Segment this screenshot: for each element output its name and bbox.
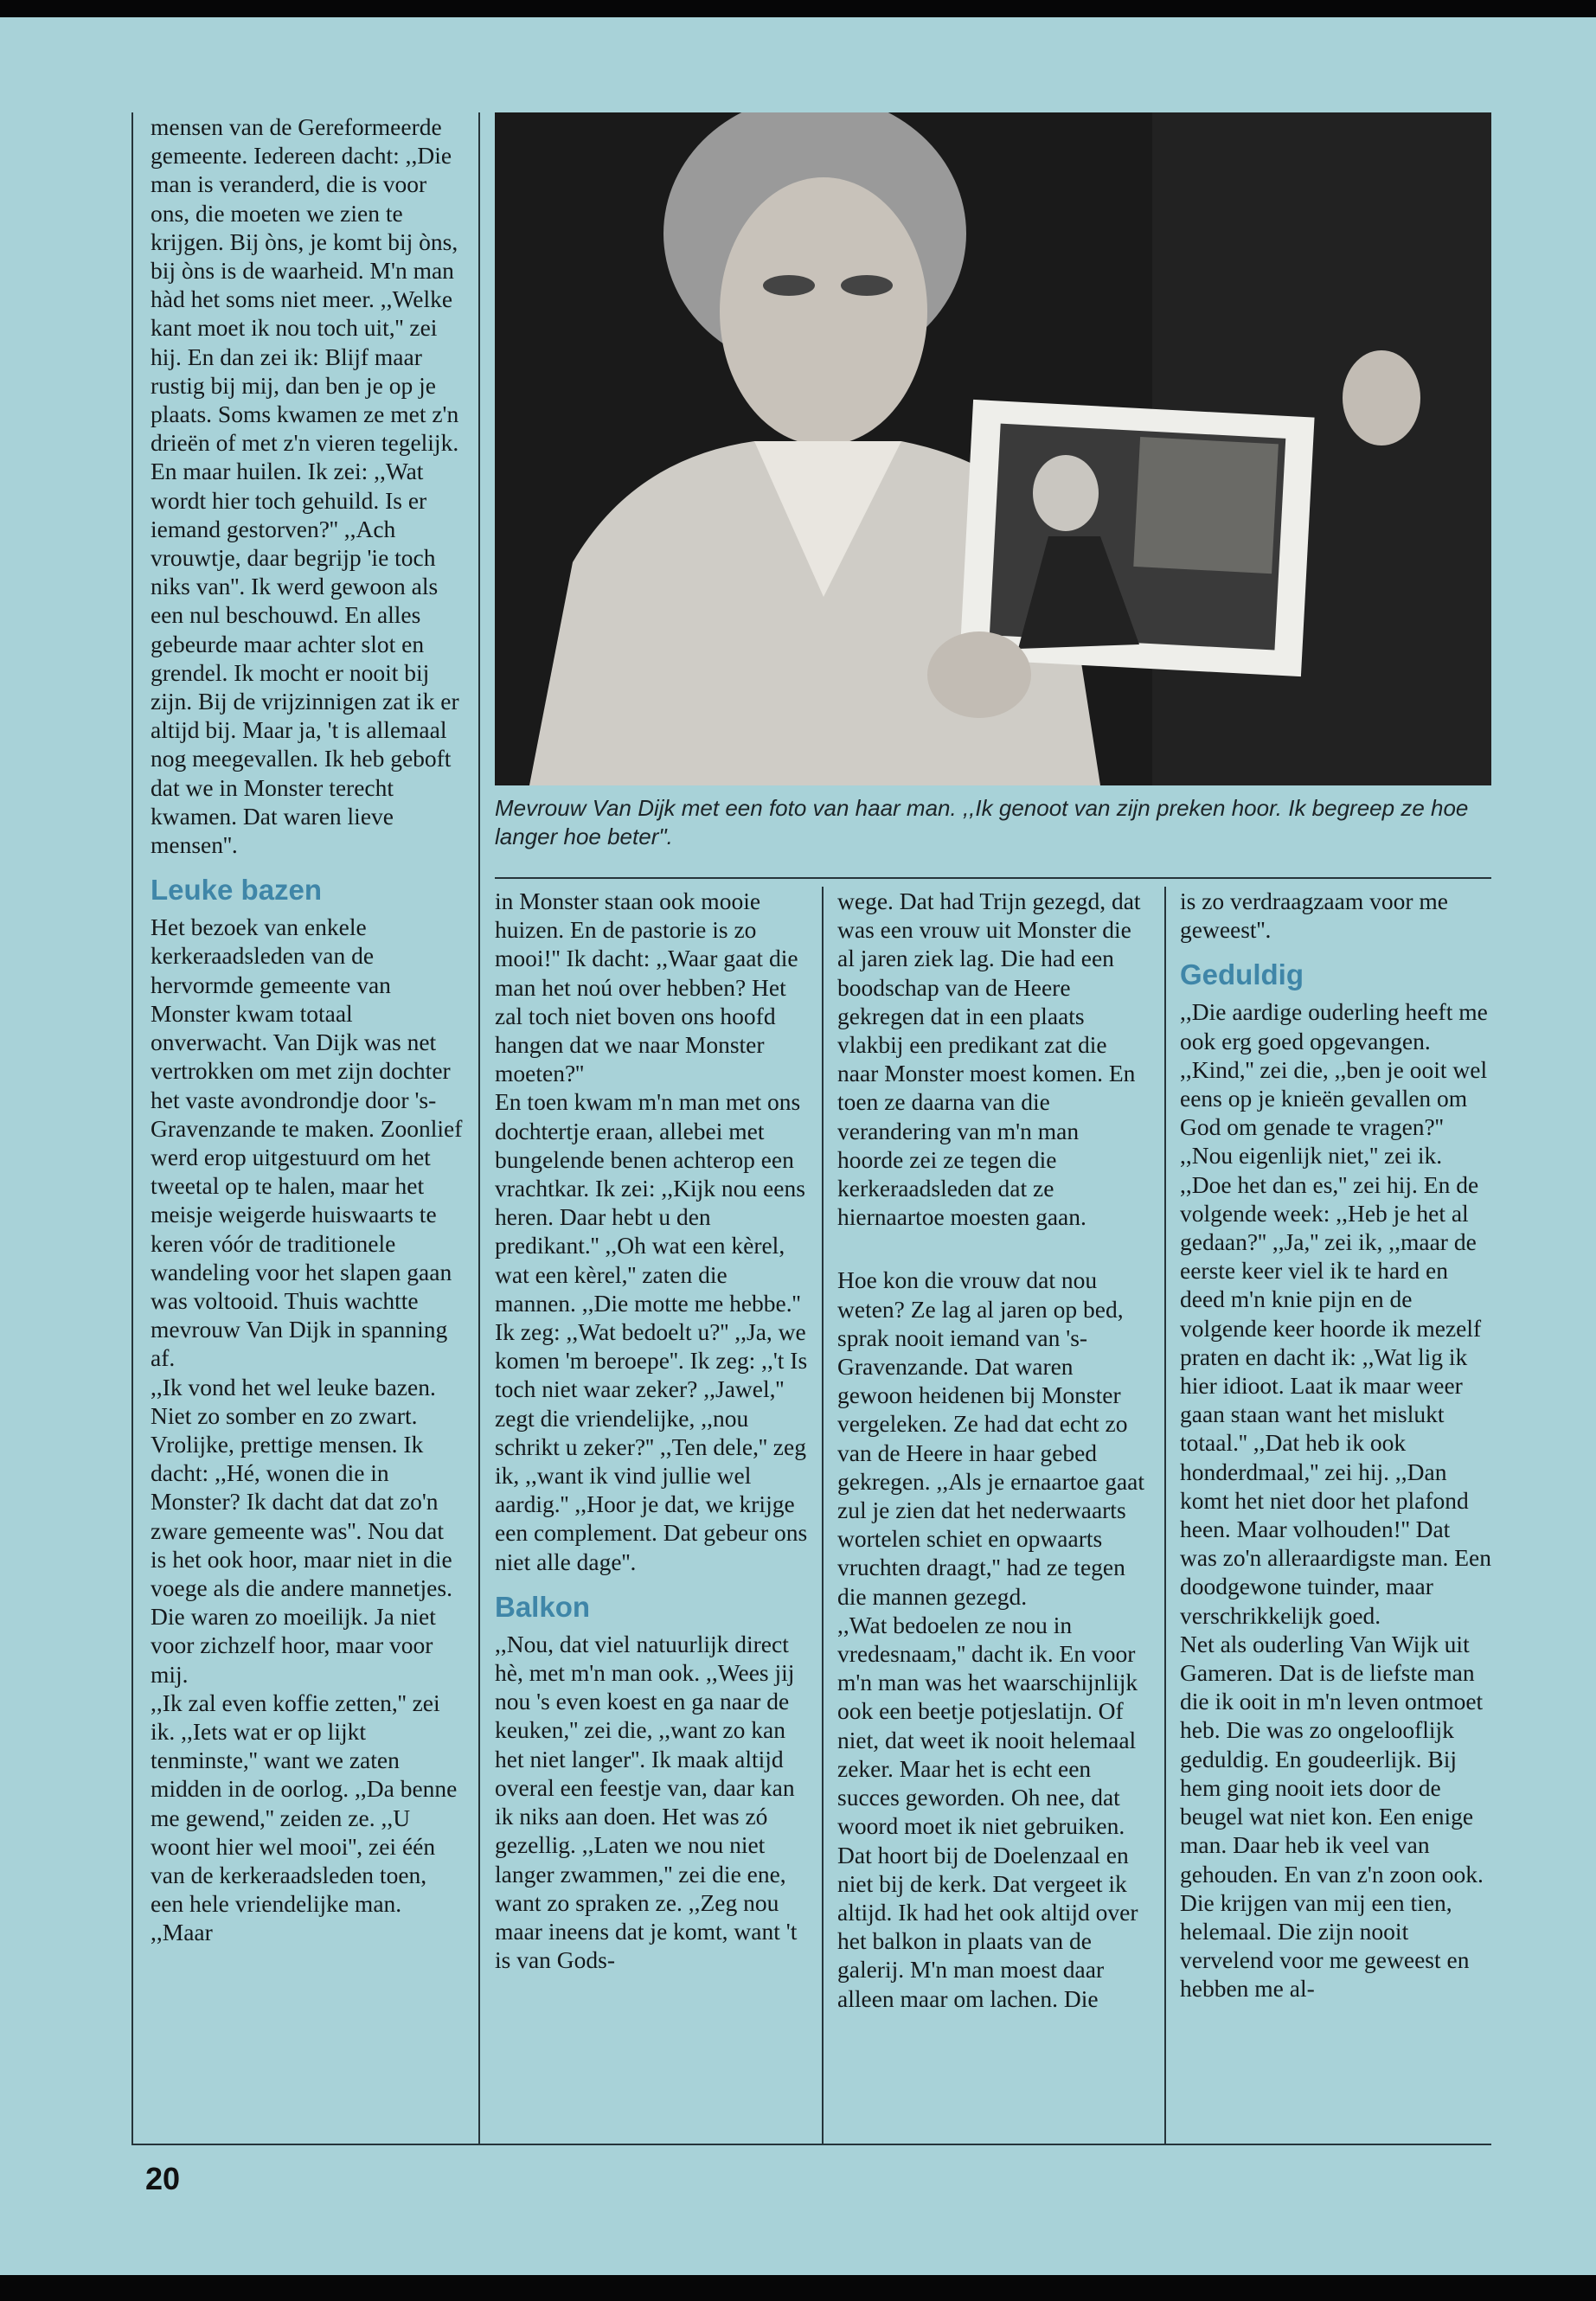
paragraph: En toen kwam m'n man met ons dochtertje eraan, allebei met bungelende benen achterop een vrachtkar. Ik zei: ,,Kijk nou eens heren. Daar hebt u den predikant.'' ,,Oh wat een kèrel, wat een kèrel,'' zaten die mannen. ,,Die motte me hebbe.'' Ik zeg: ,,Wat bedoelt u?'' ,,Ja, we komen 'm beroepe''. Ik zeg: ,,'t Is toch niet waar zeker? ,,Jawel,'' zegt die vriendelijke, ,,nou schrikt u zeker?'' ,,Ten dele,'' zeg ik, ,,want ik vind jullie wel aardig.'' ,,Hoor je dat, we krijge een complement. Dat gebeur ons niet alle dage''. bbox=[495, 1088, 808, 1575]
column-2 bbox=[495, 887, 808, 1974]
column-rule bbox=[822, 887, 824, 2145]
subheading-leuke-bazen: Leuke bazen bbox=[151, 874, 323, 907]
subheading-balkon: Balkon bbox=[495, 1590, 591, 1623]
paragraph: Net als ouderling Van Wijk uit Gameren. Dat is de liefste man die ik ooit in m'n leven ontmoet heb. Die was zo ongelooflijk geduldig. En goudeerlijk. Bij hem ging nooit iets door de beugel wat niet kon. Een enige man. Daar heb ik veel van gehouden. En van z'n zoon ook. Die krijgen van mij een tien, helemaal. Die zijn nooit vervelend voor me geweest en hebben me al- bbox=[1180, 1630, 1484, 2003]
caption-rule bbox=[495, 877, 1491, 879]
paragraph: ,,Wat bedoelen ze nou in vredesnaam,'' dacht ik. En voor m'n man was het waarschijnlijk ook een beetje potjeslatijn. Of niet, dat weet ik nooit helemaal zeker. Maar het is echt een succes geworden. Oh nee, dat woord moet ik niet gebruiken. Dat hoort bij de Doelenzaal en niet bij de kerk. Dat vergeet ik altijd. Ik had het ook altijd over het balkon in plaats van de galerij. M'n man moest daar alleen maar om lachen. Die bbox=[837, 1611, 1138, 2012]
paragraph: mensen van de Gereformeerde gemeente. Iedereen dacht: ,,Die man is veranderd, die is voor ons, die moeten we zien te krijgen. Bij òns, je komt bij òns, bij òns is de waarheid. M'n man hàd het soms niet meer. ,,Welke kant moet ik nou toch uit,'' zei hij. En dan zei ik: Blijf maar rustig bij mij, dan ben je op je plaats. Soms kwamen ze met z'n drieën of met z'n vieren tegelijk. En maar huilen. Ik zei: ,,Wat wordt hier toch gehuild. Is er iemand gestorven?'' ,,Ach vrouwtje, daar begrijp 'ie toch niks van''. Ik werd gewoon als een nul beschouwd. En alles gebeurde maar achter slot en grendel. Ik mocht er nooit bij zijn. Bij de vrijzinnigen zat ik er altijd bij. Maar ja, 't is allemaal nog meegevallen. Ik heb geboft dat we in Monster terecht kwamen. Dat waren lieve mensen''. bbox=[151, 113, 459, 859]
magazine-page bbox=[0, 17, 1596, 2275]
paragraph: in Monster staan ook mooie huizen. En de pastorie is zo mooi!'' Ik dacht: ,,Waar gaat die man het noú over hebben? Het zal toch niet boven ons hoofd hangen dat we naar Monster moeten?'' bbox=[495, 888, 798, 1087]
paragraph: Het bezoek van enkele kerkeraadsleden van de hervormde gemeente van Monster kwam totaal onverwacht. Van Dijk was net vertrokken om met zijn dochter het vaste avondrondje door 's-Gravenzande te maken. Zoonlief werd erop uitgestuurd om het tweetal op te halen, maar het meisje weigerde huiswaarts te keren vóór de traditionele wandeling voor het slapen gaan was voltooid. Thuis wachtte mevrouw Van Dijk in spanning af. bbox=[151, 913, 463, 1372]
paragraph: Hoe kon die vrouw dat nou weten? Ze lag al jaren op bed, sprak nooit iemand van 's-Gravenzande. Dat waren gewoon heidenen bij Monster vergeleken. Ze had dat echt zo van de Heere in haar gebed gekregen. ,,Als je ernaartoe gaat zul je zien dat het nederwaarts wortelen schiet en opwaarts vruchten draagt,'' had ze tegen die mannen gezegd. bbox=[837, 1266, 1145, 1610]
portrait-illustration bbox=[495, 112, 1491, 785]
paragraph: ,,Nou, dat viel natuurlijk direct hè, met m'n man ook. ,,Wees jij nou 's even koest en ga naar de keuken,'' zei die, ,,want zo kan het niet langer''. Ik maak altijd overal een feestje van, daar kan ik niks aan doen. Het was zó gezellig. ,,Laten we nou niet langer zwammen,'' zei die ene, want zo spraken ze. ,,Zeg nou maar ineens dat je komt, want 't is van Gods- bbox=[495, 1630, 798, 1974]
column-rule bbox=[1164, 887, 1166, 2145]
paragraph: wege. Dat had Trijn gezegd, dat was een vrouw uit Monster die al jaren ziek lag. Die had een boodschap van de Heere gekregen dat in een plaats vlakbij een predikant zat die naar Monster moest komen. En toen ze daarna van die verandering van m'n man hoorde zei ze tegen die kerkeraadsleden dat ze hiernaartoe moesten gaan. bbox=[837, 888, 1141, 1231]
paragraph: ,,Die aardige ouderling heeft me ook erg goed opgevangen. ,,Kind,'' zei die, ,,ben je ooit wel eens op je knieën gevallen om God om genade te vragen?'' ,,Nou eigenlijk niet,'' zei ik. ,,Doe het dan es,'' zei hij. En de volgende week: ,,Heb je het al gedaan?'' ,,Ja,'' zei ik, ,,maar de eerste keer viel ik te hard en deed m'n knie pijn en de volgende keer hoorde ik mezelf praten en dacht ik: ,,Wat lig ik hier idioot. Laat ik maar weer gaan staan want het mislukt totaal.'' ,,Dat heb ik ook honderdmaal,'' zei hij. ,,Dan komt het niet door het plafond heen. Maar volhouden!'' Dat was zo'n alleraardigste man. Een doodgewone tuinder, maar verschrikkelijk goed. bbox=[1180, 998, 1492, 1629]
column-rule bbox=[478, 112, 480, 2145]
column-4 bbox=[1180, 887, 1491, 2003]
subheading-geduldig: Geduldig bbox=[1180, 958, 1304, 991]
footer-rule bbox=[131, 2144, 1491, 2145]
paragraph: is zo verdraagzaam voor me geweest''. bbox=[1180, 888, 1448, 944]
paragraph-gap bbox=[837, 1231, 1151, 1266]
page-number: 20 bbox=[145, 2161, 181, 2196]
paragraph: ,,Ik zal even koffie zetten,'' zei ik. ,,Iets wat er op lijkt tenminste,'' want we zaten midden in de oorlog. ,,Da benne me gewend,'' zeiden ze. ,,U woont hier wel mooi'', zei één van de kerkeraadsleden toen, een hele vriendelijke man. ,,Maar bbox=[151, 1689, 458, 1946]
column-rule bbox=[131, 112, 133, 2145]
column-3 bbox=[837, 887, 1151, 2013]
photo-caption: Mevrouw Van Dijk met een foto van haar man. ,,Ik genoot van zijn preken hoor. Ik begreep ze hoe langer hoe beter". bbox=[495, 795, 1469, 849]
paragraph: ,,Ik vond het wel leuke bazen. Niet zo somber en zo zwart. Vrolijke, prettige mensen. Ik dacht: ,,Hé, wonen die in Monster? Ik dacht dat dat zo'n zware gemeente was''. Nou dat is het ook hoor, maar niet in die voege als die andere mannetjes. Die waren zo moeilijk. Ja niet voor zichzelf hoor, maar voor mij. bbox=[151, 1373, 452, 1688]
column-1 bbox=[151, 112, 464, 1947]
portrait-photo bbox=[495, 112, 1491, 785]
